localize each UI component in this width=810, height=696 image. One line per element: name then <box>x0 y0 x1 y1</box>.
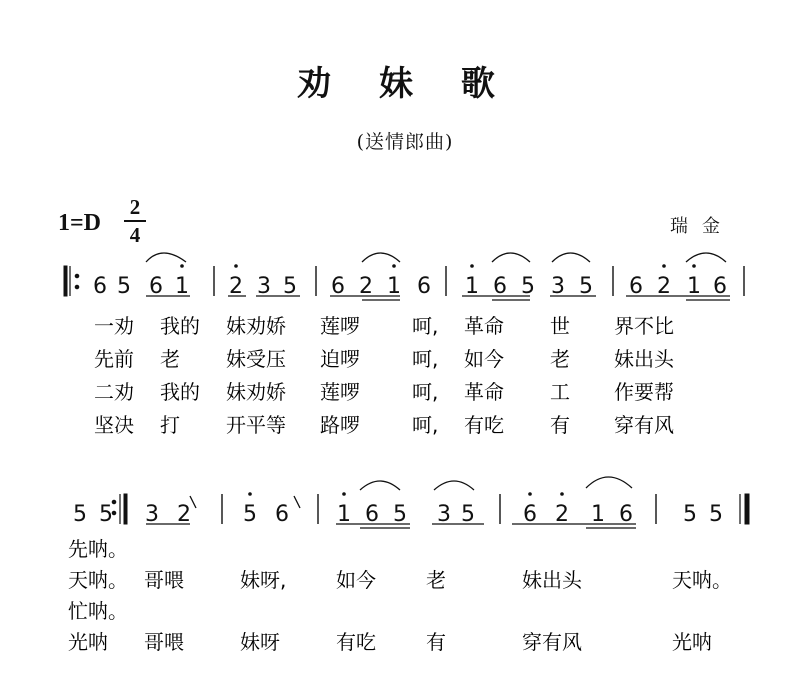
slur <box>360 481 400 490</box>
note: 1 <box>591 502 605 527</box>
octave-dot <box>234 264 238 268</box>
lyric-syllable: 开平等 <box>226 413 286 437</box>
lyric-syllable: 哥喂 <box>144 630 184 654</box>
note: 3 <box>551 274 565 299</box>
note: 6 <box>629 274 643 299</box>
lyric-syllable: 我的 <box>160 314 200 338</box>
note: 5 <box>521 274 535 299</box>
lyric-syllable: 世 <box>550 314 570 338</box>
note: 5 <box>117 274 131 299</box>
lyric-syllable: 天呐。 <box>68 568 128 592</box>
note: 5 <box>73 502 87 527</box>
note: 2 <box>229 274 243 299</box>
octave-dot <box>392 264 396 268</box>
note: 5 <box>461 502 475 527</box>
lyric-syllable: 老 <box>550 347 570 371</box>
row1-notes <box>93 264 727 299</box>
note: 6 <box>417 274 431 299</box>
lyric-syllable: 作要帮 <box>614 380 674 404</box>
note: 6 <box>365 502 379 527</box>
lyric-syllable: 妹呀 <box>240 630 280 654</box>
song-title: 劝 妹 歌 <box>297 64 513 104</box>
lyric-syllable: 革命 <box>464 380 504 404</box>
lyric-syllable: 坚决 <box>94 413 134 437</box>
lyric-syllable: 有吃 <box>464 413 504 437</box>
note: 2 <box>359 274 373 299</box>
lyric-syllable: 界不比 <box>614 314 674 338</box>
final-thick <box>745 494 749 524</box>
lyric-syllable: 妹呀, <box>240 568 287 592</box>
note: 3 <box>145 502 159 527</box>
note: 6 <box>523 502 537 527</box>
octave-dot <box>342 492 346 496</box>
lyric-syllable: 呵, <box>412 314 439 338</box>
lyric-syllable: 工 <box>550 380 570 404</box>
note: 5 <box>243 502 257 527</box>
lyric-syllable: 如今 <box>464 347 504 371</box>
note: 2 <box>657 274 671 299</box>
octave-dot <box>662 264 666 268</box>
note: 5 <box>99 502 113 527</box>
repeat-dot <box>75 274 79 278</box>
lyric-syllable: 莲啰 <box>320 380 360 404</box>
lyric-syllable: 路啰 <box>320 413 360 437</box>
slur <box>492 253 530 262</box>
octave-dot <box>692 264 696 268</box>
composer-credit: 瑞金 <box>670 216 734 237</box>
lyric-syllable: 先呐。 <box>68 537 128 561</box>
lyric-syllable: 我的 <box>160 380 200 404</box>
lyric-syllable: 老 <box>160 347 180 371</box>
lyric-syllable: 一劝 <box>94 314 134 338</box>
lyric-syllable: 穿有风 <box>522 630 582 654</box>
lyric-syllable: 呵, <box>412 380 439 404</box>
lyric-syllable: 老 <box>426 568 446 592</box>
lyric-syllable: 有 <box>550 413 570 437</box>
slur <box>586 477 632 488</box>
slur <box>686 253 726 262</box>
note: 2 <box>177 502 191 527</box>
octave-dot <box>528 492 532 496</box>
lyric-syllable: 光呐 <box>68 630 108 654</box>
song-subtitle: (送情郎曲) <box>356 131 454 153</box>
note: 6 <box>149 274 163 299</box>
note: 3 <box>257 274 271 299</box>
note: 6 <box>493 274 507 299</box>
lyric-syllable: 妹受压 <box>226 347 286 371</box>
slur <box>434 481 474 490</box>
lyric-syllable: 呵, <box>412 347 439 371</box>
note: 5 <box>393 502 407 527</box>
note: 1 <box>175 274 189 299</box>
note: 1 <box>337 502 351 527</box>
lyric-syllable: 莲啰 <box>320 314 360 338</box>
note: 1 <box>465 274 479 299</box>
lyric-syllable: 妹劝娇 <box>226 314 286 338</box>
repeat-start-thick <box>64 266 67 296</box>
lyric-syllable: 如今 <box>336 568 376 592</box>
lyrics-block <box>68 314 732 654</box>
slur <box>362 253 400 262</box>
octave-dot <box>248 492 252 496</box>
octave-dot <box>180 264 184 268</box>
time-sig-bottom: 4 <box>129 223 141 247</box>
slur <box>552 253 590 262</box>
lyric-syllable: 天呐。 <box>672 568 732 592</box>
lyric-syllable: 迫啰 <box>320 347 360 371</box>
lyric-syllable: 二劝 <box>94 380 134 404</box>
key-signature: 1=D <box>58 210 102 236</box>
lyric-syllable: 有 <box>426 630 446 654</box>
lyric-syllable: 忙呐。 <box>68 599 128 623</box>
note: 2 <box>555 502 569 527</box>
lyric-syllable: 先前 <box>94 347 134 371</box>
lyric-syllable: 穿有风 <box>614 413 674 437</box>
lyric-syllable: 打 <box>160 413 180 437</box>
lyric-syllable: 妹劝娇 <box>226 380 286 404</box>
lyric-syllable: 哥喂 <box>144 568 184 592</box>
lyric-syllable: 呵, <box>412 413 439 437</box>
note: 3 <box>437 502 451 527</box>
slur <box>146 253 186 262</box>
note: 5 <box>683 502 697 527</box>
note: 6 <box>93 274 107 299</box>
lyric-syllable: 有吃 <box>336 630 376 654</box>
repeat-end-thick <box>124 494 127 524</box>
note: 5 <box>709 502 723 527</box>
note: 5 <box>283 274 297 299</box>
row2-barlines <box>112 494 749 524</box>
glide-mark <box>294 496 300 508</box>
time-sig-top: 2 <box>129 195 141 219</box>
lyric-syllable: 革命 <box>464 314 504 338</box>
note: 6 <box>331 274 345 299</box>
note: 6 <box>275 502 289 527</box>
note: 6 <box>619 502 633 527</box>
lyric-syllable: 光呐 <box>672 630 712 654</box>
lyric-syllable: 妹出头 <box>614 347 674 371</box>
note: 1 <box>387 274 401 299</box>
note: 5 <box>579 274 593 299</box>
repeat-dot <box>75 285 79 289</box>
note: 1 <box>687 274 701 299</box>
note: 6 <box>713 274 727 299</box>
octave-dot <box>560 492 564 496</box>
lyric-syllable: 妹出头 <box>522 568 582 592</box>
row2-notes <box>73 492 723 527</box>
octave-dot <box>470 264 474 268</box>
